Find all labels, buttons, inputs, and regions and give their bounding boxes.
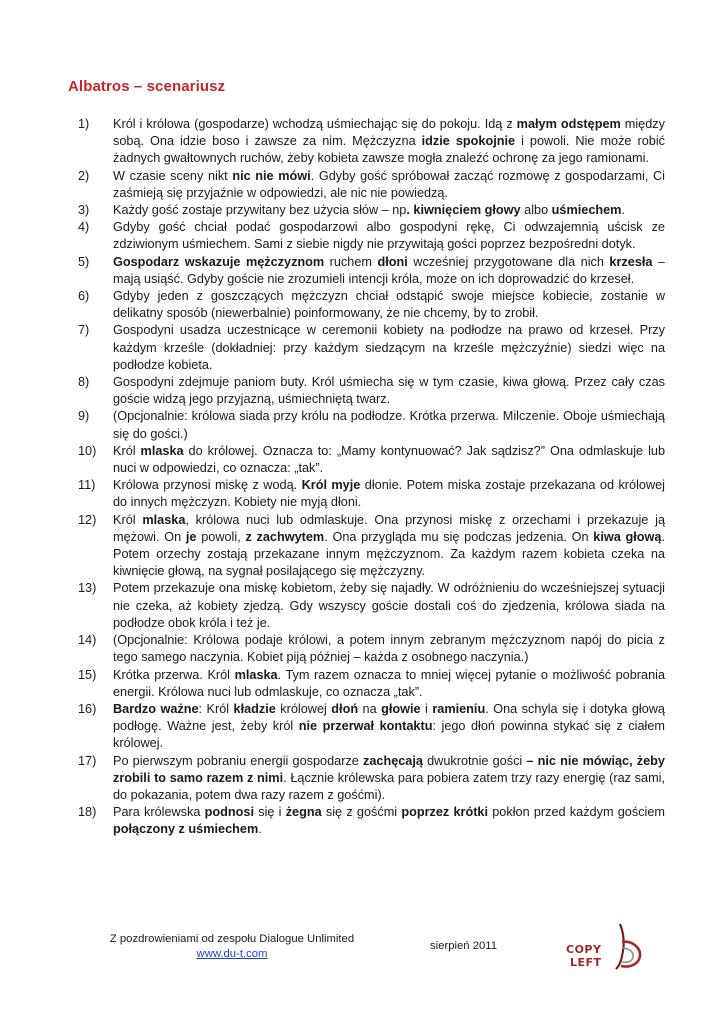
- list-item: [78, 701, 665, 753]
- list-item-text: [113, 512, 665, 581]
- bold-text: mlaska: [234, 667, 278, 682]
- footer-text: [92, 932, 372, 962]
- footer-date: sierpień 2011: [430, 940, 497, 952]
- list-item: [78, 288, 665, 322]
- text-run: . Tym razem oznacza to mniej więcej pytanie o możliwość pobrania energii. Królowa nuci lub odmlaskuje, co oznacza „tak”.: [113, 667, 666, 699]
- text-run: królowej: [275, 701, 332, 716]
- bold-text: nie przerwał kontaktu: [298, 719, 433, 734]
- footer-greeting: Z pozdrowieniami od zespołu Dialogue Unlimited: [109, 933, 355, 945]
- list-item-number: 18): [78, 805, 97, 820]
- bold-text: krzesła: [609, 254, 653, 269]
- list-item-number: 17): [78, 753, 97, 768]
- list-item: [78, 667, 665, 701]
- text-run: albo: [520, 203, 552, 218]
- text-run: Gospodyni zdejmuje paniom buty. Król uśmiecha się w tym czasie, kiwa głową. Przez cały czas goście widzą jego przyjazną, uśmiechniętą twarz.: [113, 375, 665, 407]
- list-item-text: [113, 632, 665, 666]
- bold-text: – nic nie mówiąc, żeby zrobili to samo razem z nimi: [113, 753, 665, 785]
- bold-text: dłoń: [331, 701, 359, 716]
- text-run: , królowa nuci lub odmlaskuje. Ona przynosi miskę z orzechami i przekazuje ją mężowi. On: [113, 512, 665, 544]
- list-item-number: 14): [78, 633, 97, 648]
- text-run: (Opcjonalnie: Królowa podaje królowi, a potem innym zebranym mężczyznom napój do picia z tego samego naczynia. Kobiet piją później – każda z osobnego naczynia.): [113, 633, 665, 665]
- bold-text: połączony z uśmiechem: [113, 822, 259, 837]
- list-item-text: [113, 667, 665, 701]
- bold-text: zachęcają: [362, 753, 423, 768]
- document-title: Albatros – scenariusz: [68, 78, 226, 95]
- logo-word-left: LEFT: [570, 956, 602, 969]
- list-item-number: 9): [78, 409, 90, 424]
- list-item: [78, 477, 665, 511]
- bold-text: Bardzo ważne: [113, 701, 199, 716]
- list-item: [78, 632, 665, 666]
- list-item-text: [113, 116, 665, 168]
- list-item-number: 7): [78, 323, 90, 338]
- bold-text: mlaska: [140, 443, 184, 458]
- list-item-text: [113, 580, 665, 632]
- list-item: [78, 804, 665, 838]
- bold-text: idzie spokojnie: [421, 134, 516, 149]
- list-item-text: [113, 443, 665, 477]
- list-item: [78, 408, 665, 442]
- list-item: [78, 116, 665, 168]
- list-item-number: 2): [78, 168, 90, 183]
- text-run: Po pierwszym pobraniu energii gospodarze: [113, 753, 363, 768]
- list-item-text: [113, 219, 665, 253]
- list-item-text: [113, 254, 665, 288]
- text-run: Król: [113, 512, 143, 527]
- list-item-text: [113, 477, 665, 511]
- text-run: powoli,: [196, 529, 246, 544]
- text-run: Krótka przerwa. Król: [113, 667, 235, 682]
- bold-text: . kiwnięciem głowy: [406, 203, 521, 218]
- text-run: się i: [254, 805, 286, 820]
- text-run: Gdyby gość chciał podać gospodarzowi albo gospodyni rękę, Ci odwzajemnią uścisk ze zdziwionym uśmiechem. Sami z siebie nigdy nie przywitają gości poprzez bezpośredni dotyk.: [113, 220, 665, 252]
- scenario-list: [78, 116, 665, 839]
- text-run: na: [358, 701, 382, 716]
- text-run: i powoli. Nie może robić żadnych gwałtownych ruchów, żeby kobieta zawsze mogła znaleźć ochronę za jego ramionami.: [113, 134, 665, 166]
- list-item: [78, 219, 665, 253]
- list-item: [78, 202, 665, 219]
- list-item-text: [113, 288, 665, 322]
- text-run: wcześniej przygotowane dla nich: [407, 254, 610, 269]
- list-item-number: 6): [78, 289, 90, 304]
- list-item-number: 12): [78, 512, 97, 527]
- list-item-number: 5): [78, 254, 90, 269]
- bold-text: uśmiechem: [551, 203, 622, 218]
- text-run: Król i królowa (gospodarze) wchodzą uśmiechając się do pokoju. Idą z: [113, 117, 517, 131]
- list-item: [78, 168, 665, 202]
- list-item-number: 15): [78, 667, 97, 682]
- list-item-text: [113, 408, 665, 442]
- text-run: dwukrotnie gości: [422, 753, 527, 768]
- text-run: i: [420, 701, 433, 716]
- list-item-text: [113, 168, 665, 202]
- bold-text: podnosi: [204, 805, 254, 820]
- list-item-number: 4): [78, 220, 90, 235]
- list-item-number: 11): [78, 478, 96, 493]
- list-item: [78, 512, 665, 581]
- list-item-number: 16): [78, 701, 97, 716]
- list-item-number: 13): [78, 581, 97, 596]
- bold-text: głowie: [381, 701, 421, 716]
- text-run: .: [621, 203, 625, 218]
- text-run: W czasie sceny nikt: [113, 168, 233, 183]
- list-item: [78, 374, 665, 408]
- list-item-text: [113, 202, 665, 219]
- text-run: . Potem orzechy zostają przekazane innym mężczyznom. Za każdym razem kobieta czeka na kiwnięcie głową, na sygnał posilającego się mężczyzny.: [113, 529, 666, 579]
- list-item-number: 1): [78, 117, 90, 131]
- bold-text: poprzez krótki: [401, 805, 489, 820]
- text-run: dłonie. Potem miska zostaje przekazana od królowej do innych mężczyzn. Kobiety nie myją dłoni.: [113, 478, 665, 510]
- bold-text: Gospodarz wskazuje mężczyznom: [113, 254, 325, 269]
- copyleft-logo: [566, 922, 644, 972]
- list-item-number: 10): [78, 443, 97, 458]
- bold-text: dłoni: [377, 254, 408, 269]
- text-run: : Król: [198, 701, 234, 716]
- list-item-text: [113, 753, 665, 805]
- bold-text: ramieniu: [432, 701, 486, 716]
- bold-text: Król myje: [301, 478, 361, 493]
- list-item-text: [113, 322, 665, 374]
- bold-text: je: [185, 529, 197, 544]
- text-run: : jego dłoń powinna stykać się z ciałem królowej.: [113, 719, 665, 751]
- bold-text: małym odstępem: [516, 117, 621, 131]
- text-run: . Gdyby gość spróbował zacząć rozmowę z gospodarzami, Ci zaśmieją się przyjaźnie w odpowiedzi, ale nic nie powiedzą.: [113, 168, 665, 200]
- bold-text: kładzie: [233, 701, 276, 716]
- list-item-text: [113, 701, 665, 753]
- list-item-text: [113, 374, 665, 408]
- text-run: .: [258, 822, 262, 837]
- list-item-text: [113, 804, 665, 838]
- list-item-number: 8): [78, 375, 90, 390]
- text-run: Gospodyni usadza uczestnicące w ceremonii kobiety na podłodze na prawo od krzeseł. Przy każdym krześle (dokładniej: przy każdym siedzącym na krześle mężczyźnie) siedzi więc na podłodze kobieta.: [113, 323, 665, 372]
- text-run: Król: [113, 443, 141, 458]
- text-run: Królowa przynosi miskę z wodą.: [113, 478, 302, 493]
- text-run: się z gośćmi: [321, 805, 402, 820]
- text-run: Para królewska: [113, 805, 205, 820]
- list-item: [78, 753, 665, 805]
- text-run: . Łącznie królewska para pobiera zatem trzy razy energię (raz sami, do pokazania, potem dwa razy razem z gośćmi).: [113, 770, 665, 802]
- text-run: Potem przekazuje ona miskę kobietom, żeby się najadły. W odróżnieniu do wcześniejszej sytuacji nie czeka, aż kobiety zjedzą. Gdy wszyscy goście dostali coś do zjedzenia, królowa siada na podłodze obok króla i też je.: [113, 581, 665, 630]
- text-run: pokłon przed każdym gościem: [488, 805, 665, 820]
- bold-text: z zachwytem: [245, 529, 325, 544]
- text-run: ruchem: [324, 254, 378, 269]
- bold-text: kiwa głową: [593, 529, 662, 544]
- text-run: między sobą. Ona idzie boso i zawsze za nim. Mężczyzna: [113, 117, 665, 149]
- list-item: [78, 443, 665, 477]
- text-run: . Ona schyla się i dotyka głową podłogę. Ważne jest, żeby król: [113, 701, 665, 734]
- text-run: Każdy gość zostaje przywitany bez użycia słów – np: [113, 203, 407, 218]
- text-run: – mają usiąść. Gdyby goście nie zrozumieli intencji króla, może on ich doprowadzić do krzeseł.: [113, 254, 665, 286]
- text-run: Gdyby jeden z goszczących mężczyzn chciał odstąpić swoje miejsce kobiecie, zostanie w delikatny sposób (niewerbalnie) poinformowany, że nie chcemy, by to zrobił.: [113, 289, 665, 321]
- list-item: [78, 254, 665, 288]
- logo-word-copy: COPY: [566, 943, 602, 956]
- footer-website-link[interactable]: www.du-t.com: [196, 948, 268, 960]
- bold-text: żegna: [285, 805, 322, 820]
- list-item: [78, 322, 665, 374]
- bold-text: nic nie mówi: [232, 168, 311, 183]
- list-item: [78, 580, 665, 632]
- list-item-number: 3): [78, 203, 90, 218]
- copyleft-mark-icon: [610, 922, 644, 970]
- text-run: do królowej. Oznacza to: „Mamy kontynuować? Jak sądzisz?” Ona odmlaskuje lub nuci w odpowiedzi, co oznacza: „tak”.: [113, 443, 665, 476]
- text-run: . Ona przygląda mu się podczas jedzenia. On: [324, 529, 594, 544]
- bold-text: mlaska: [142, 512, 186, 527]
- text-run: (Opcjonalnie: królowa siada przy królu na podłodze. Krótka przerwa. Milczenie. Oboje uśmiechają się do gości.): [113, 409, 665, 441]
